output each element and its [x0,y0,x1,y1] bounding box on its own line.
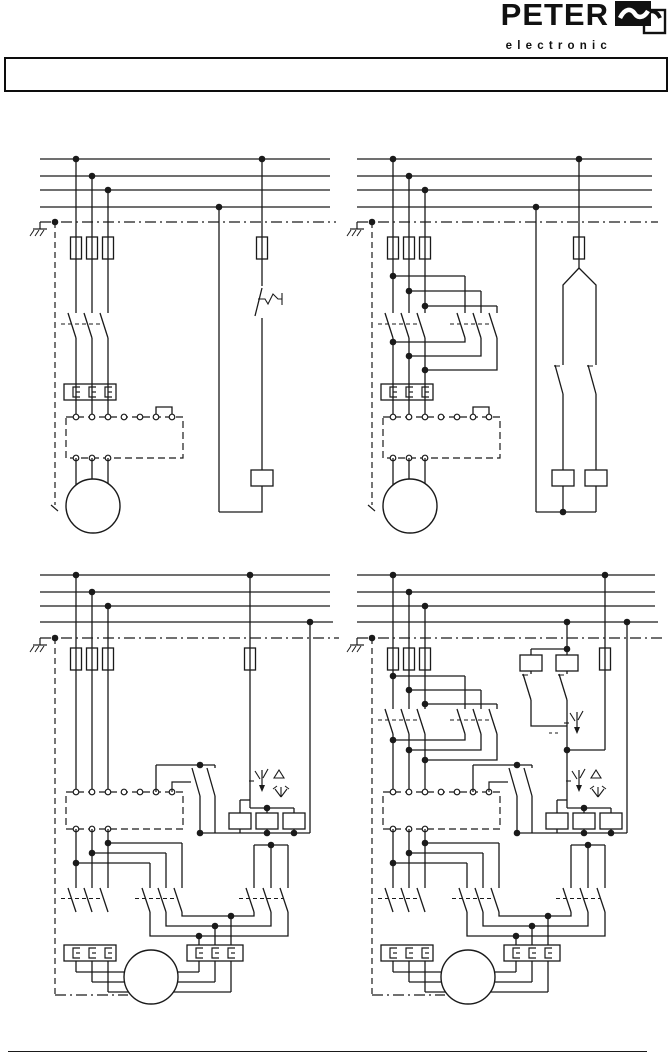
brand-subtitle: electronic [505,40,612,52]
circuit-diagram-softstarter-inside-delta-contactors [347,572,664,1004]
circuit-diagram-softstarter-bypass-contactor [347,156,658,533]
circuit-diagram-softstarter-line-contactor [30,156,336,533]
brand-name: PETER [500,0,609,32]
footer-rule [8,1051,647,1052]
circuit-diagram-softstarter-inside-delta [30,572,339,1004]
